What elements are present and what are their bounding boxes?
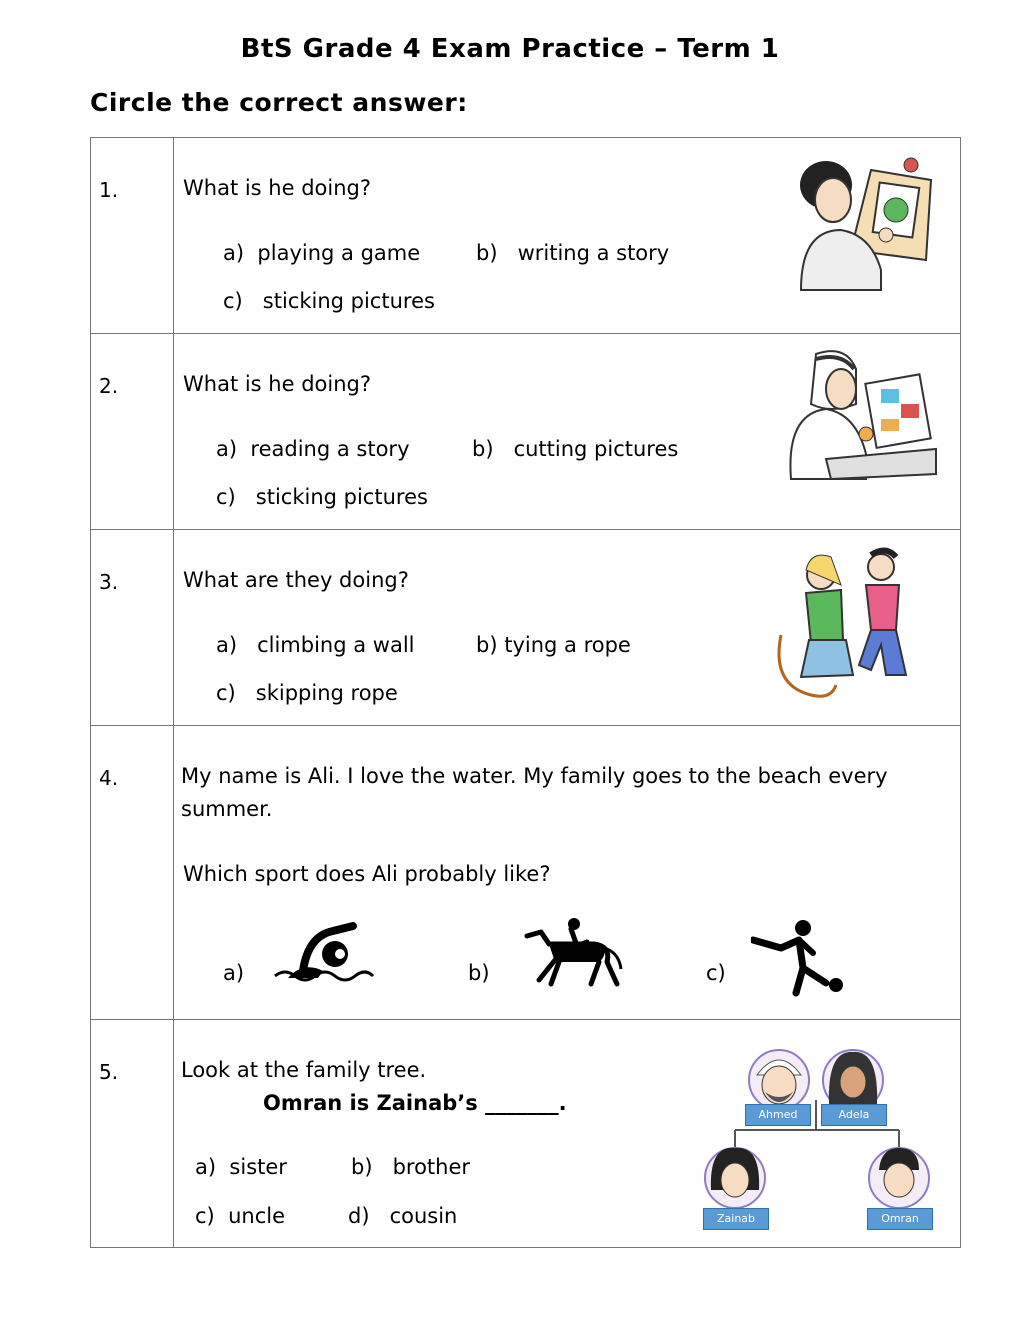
family-node-omran: Omran xyxy=(867,1208,933,1230)
question-row-1 xyxy=(91,138,961,334)
option-d[interactable]: d) cousin xyxy=(348,1204,458,1228)
question-text: Look at the family tree. xyxy=(181,1058,427,1082)
option-b[interactable]: b) xyxy=(468,961,490,985)
question-text: What is he doing? xyxy=(183,176,372,200)
option-a[interactable]: a) reading a story xyxy=(216,437,410,461)
boy-cutting-pictures-illustration xyxy=(786,344,941,484)
question-table xyxy=(90,137,961,1248)
option-b[interactable]: b) cutting pictures xyxy=(472,437,679,461)
question-number: 3. xyxy=(99,570,119,594)
football-player-icon xyxy=(751,918,846,998)
option-b[interactable]: b) writing a story xyxy=(476,241,670,265)
question-row-3 xyxy=(91,530,961,726)
question-number: 1. xyxy=(99,178,119,202)
page-title: BtS Grade 4 Exam Practice – Term 1 xyxy=(240,34,780,64)
question-prompt: Omran is Zainab’s _______. xyxy=(263,1091,567,1115)
girls-skipping-rope-illustration xyxy=(771,545,931,705)
option-a[interactable]: a) xyxy=(223,961,245,985)
boy-at-desk-illustration xyxy=(791,150,941,295)
option-c[interactable]: c) skipping rope xyxy=(216,681,398,705)
question-number: 2. xyxy=(99,374,119,398)
instruction: Circle the correct answer: xyxy=(90,88,468,117)
passage-line-1: My name is Ali. I love the water. My family goes to the beach every xyxy=(181,764,888,788)
question-number: 4. xyxy=(99,766,119,790)
question-text: Which sport does Ali probably like? xyxy=(183,862,551,886)
question-row-5 xyxy=(91,1020,961,1248)
horse-rider-icon xyxy=(519,914,624,989)
option-a[interactable]: a) sister xyxy=(195,1155,287,1179)
question-number: 5. xyxy=(99,1060,119,1084)
option-c[interactable]: c) sticking pictures xyxy=(223,289,435,313)
question-text: What are they doing? xyxy=(183,568,409,592)
option-c[interactable]: c) sticking pictures xyxy=(216,485,428,509)
question-text: What is he doing? xyxy=(183,372,372,396)
option-b[interactable]: b) brother xyxy=(351,1155,471,1179)
question-row-4 xyxy=(91,726,961,1020)
passage-line-2: summer. xyxy=(181,797,273,821)
swimmer-icon xyxy=(273,916,378,986)
option-b[interactable]: b) tying a rope xyxy=(476,633,631,657)
family-tree xyxy=(699,1040,939,1240)
option-a[interactable]: a) playing a game xyxy=(223,241,421,265)
option-c[interactable]: c) uncle xyxy=(195,1204,286,1228)
family-node-zainab: Zainab xyxy=(703,1208,769,1230)
option-c[interactable]: c) xyxy=(706,961,726,985)
family-node-ahmed: Ahmed xyxy=(745,1104,811,1126)
family-node-adela: Adela xyxy=(821,1104,887,1126)
option-a[interactable]: a) climbing a wall xyxy=(216,633,415,657)
question-row-2 xyxy=(91,334,961,530)
